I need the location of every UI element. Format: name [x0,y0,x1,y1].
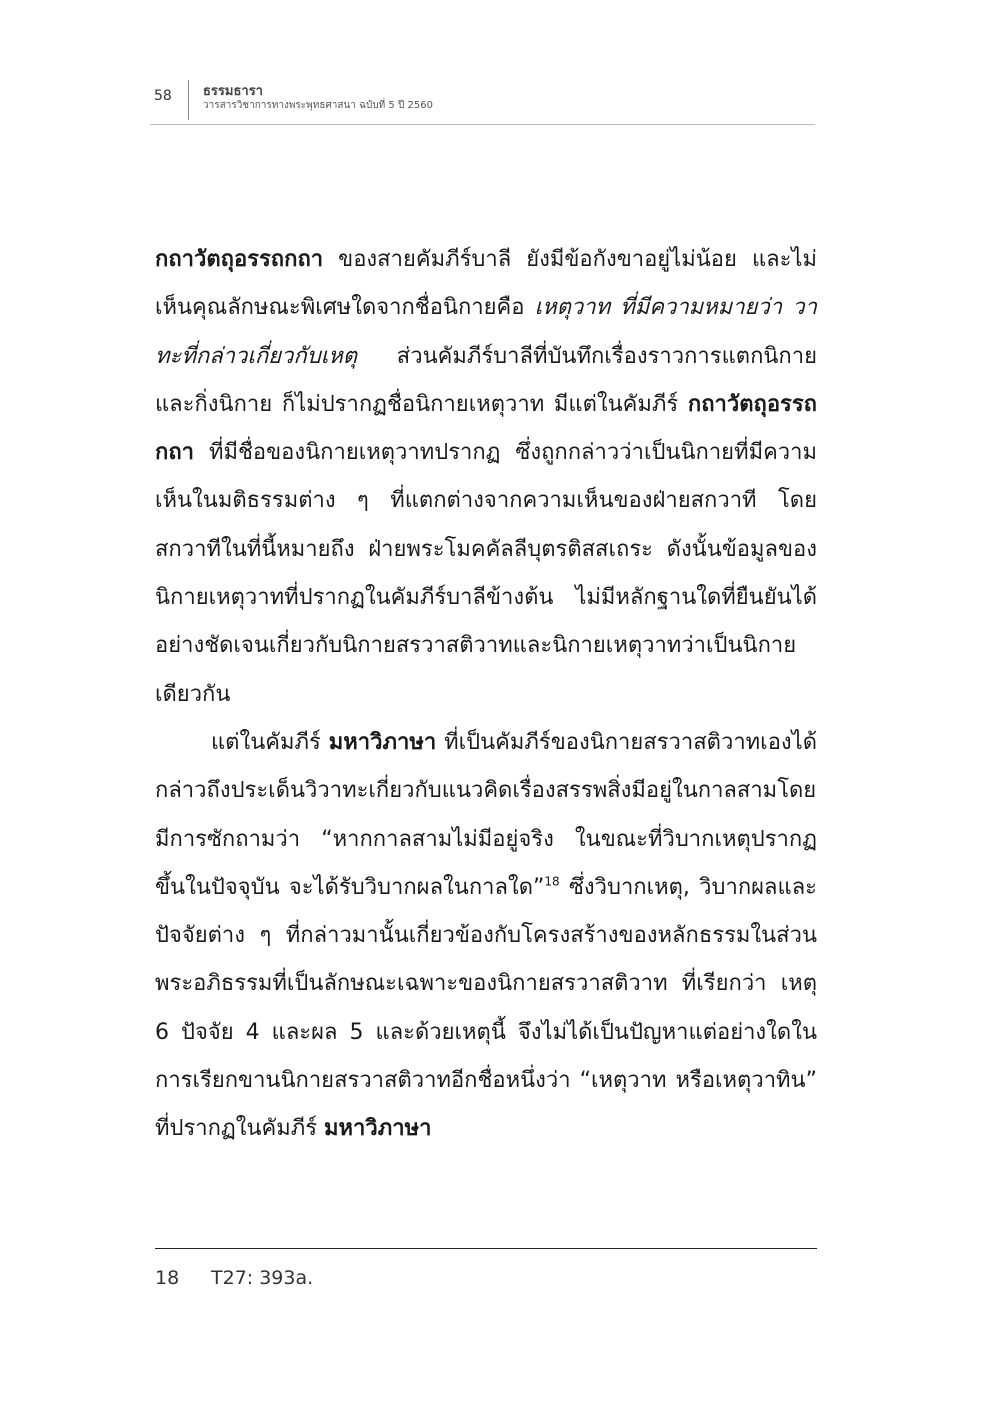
paragraph-1-text-c: ที่มีชื่อของนิกายเหตุวาทปรากฏ ซึ่งถูกกล่าวว่าเป็นนิกายที่มีความเห็นในมติธรรมต่าง ๆ ที่แตกต่างจากความเห็นของฝ่ายสกวาที โดยสกวาทีในที่นี้หมายถึง ฝ่ายพระโมคคัลลีบุตรติสสเถระ ดังนั้นข้อมูลของนิกายเหตุวาทที่ปรากฏในคัมภีร์บาลีข้างต้น ไม่มีหลักฐานใดที่ยืนยันได้อย่างชัดเจนเกี่ยวกับนิกายสรวาสติวาทและนิกายเหตุวาทว่าเป็นนิกายเดียวกัน [155,440,817,707]
paragraph-2 [155,719,817,1154]
header-divider [188,80,189,120]
journal-subtitle: วารสารวิชาการทางพระพุทธศาสนา ฉบับที่ 5 ปี 2560 [203,100,433,111]
page-number: 58 [154,88,172,104]
paragraph-1-text-b: ส่วนคัมภีร์บาลีที่บันทึกเรื่องราวการแตกนิกายและกิ่งนิกาย ก็ไม่ปรากฏชื่อนิกายเหตุวาท มีแต่ในคัมภีร์ [155,343,817,417]
hetuvada-definition: เหตุวาท ที่มีความหมายว่า วาทะที่กล่าวเกี่ยวกับเหตุ [155,295,817,369]
paragraph-2-text-c: ซึ่งวิบากเหตุ, วิบากผลและปัจจัยต่าง ๆ ที่กล่าวมานั้นเกี่ยวข้องกับโครงสร้างของหลักธรรมในส่วนพระอภิธรรมที่เป็นลักษณะเฉพาะของนิกายสรวาสติวาท ที่เรียกว่า เหตุ 6 ปัจจัย 4 และผล 5 และด้วยเหตุนี้ จึงไม่ได้เป็นปัญหาแต่อย่างใดในการเรียกขานนิกายสรวาสติวาทอีกชื่อหนึ่งว่า “เหตุวาท หรือเหตุวาทิน” ที่ปรากฏในคัมภีร์ [155,874,817,1142]
term-kathavatthu-atthakatha: กถาวัตถุอรรถกถา [155,247,324,272]
paragraph-1 [155,236,817,719]
page-header [150,78,815,126]
term-kathavatthu-atthakatha-2: กถาวัตถุอรรถกถา [155,391,817,466]
paragraph-1-text-a: ของสายคัมภีร์บาลี ยังมีข้อกังขาอยู่ไม่น้อย และไม่เห็นคุณลักษณะพิเศษใดจากชื่อนิกายคือ [155,247,817,321]
journal-name: ธรรมธารา [203,84,263,99]
paragraph-2-text-b: ที่เป็นคัมภีร์ของนิกายสรวาสติวาทเองได้กล่าวถึงประเด็นวิวาทะเกี่ยวกับแนวคิดเรื่องสรรพสิ่งมีอยู่ในกาลสามโดยมีการซักถามว่า “หากกาลสามไม่มีอยู่จริง ในขณะที่วิบากเหตุปรากฏขึ้นในปัจจุบัน จะได้รับวิบากผลในกาลใด” [155,729,817,900]
term-mahavibhasa: มหาวิภาษา [328,729,437,755]
header-rule [150,124,815,125]
body-text [155,236,817,1154]
footnote-rule [155,1248,817,1249]
footnote-ref-18[interactable]: 18 [544,874,560,889]
term-mahavibhasa-2: มหาวิภาษา [324,1116,432,1142]
footnote-number: 18 [155,1267,180,1289]
paragraph-2-text-a: แต่ในคัมภีร์ [211,729,329,755]
footnote-text: T27: 393a. [211,1267,314,1289]
footnote-18 [155,1267,313,1289]
